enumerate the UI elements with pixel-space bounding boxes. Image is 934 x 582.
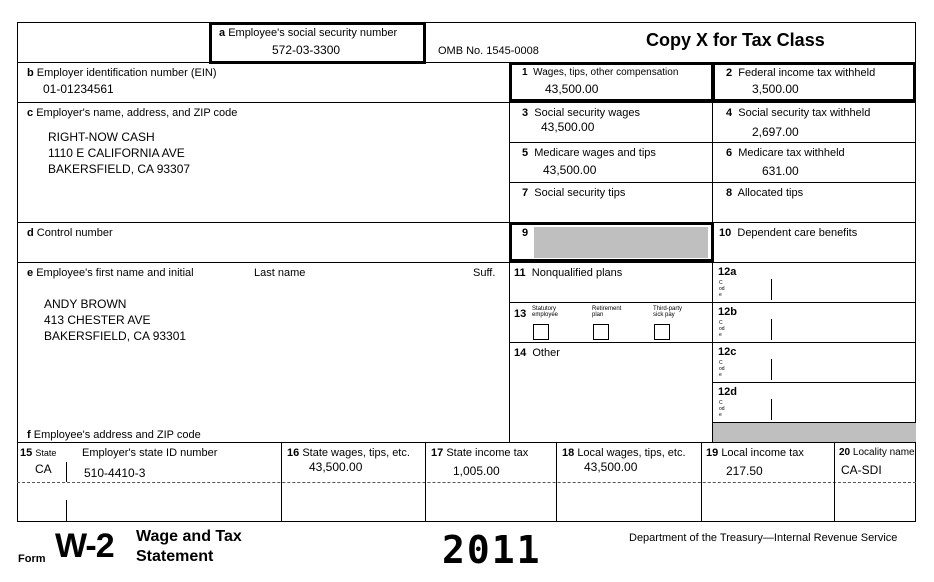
box-18-label	[562, 447, 686, 459]
box-6-text: Medicare tax withheld	[738, 147, 845, 159]
box-2-value: 3,500.00	[752, 82, 799, 96]
box-16-num: 16	[287, 447, 300, 459]
employee-line2: 413 CHESTER AVE	[44, 313, 151, 327]
box-16-text: State wages, tips, etc.	[302, 447, 410, 459]
box-1-num: 1	[522, 67, 528, 78]
box-5-num: 5	[522, 147, 529, 159]
box-17-label	[431, 447, 528, 459]
department-text: Department of the Treasury—Internal Revenue Service	[629, 532, 898, 544]
box-20-num: 20	[839, 447, 851, 458]
box-10-num: 10	[719, 227, 732, 239]
box-15-label	[20, 447, 56, 459]
box-6-label	[726, 147, 845, 159]
box-15-state-text: State	[35, 448, 57, 458]
box-c-label	[27, 107, 237, 119]
retirement-label: Retirement plan	[592, 306, 622, 318]
state-div-3	[556, 442, 557, 522]
line-11-13	[509, 302, 916, 303]
box-d-text: Control number	[36, 227, 113, 239]
tax-year: 2011	[442, 528, 542, 572]
box-f-letter: f	[27, 429, 31, 441]
box-12c-num: 12c	[718, 346, 737, 358]
box-10-text: Dependent care benefits	[737, 227, 858, 239]
box-12a-divider	[771, 279, 772, 300]
box-16-value: 43,500.00	[309, 460, 363, 474]
form-prefix: Form	[18, 553, 46, 565]
line-13-14	[509, 342, 916, 343]
box-e-letter: e	[27, 267, 34, 279]
box-19-num: 19	[706, 447, 719, 459]
box-19-text: Local income tax	[721, 447, 804, 459]
box-2-label	[726, 67, 875, 79]
retirement-checkbox[interactable]	[593, 324, 609, 340]
line-1-3	[509, 102, 916, 103]
box-17-num: 17	[431, 447, 444, 459]
copy-label: Copy X for Tax Class	[646, 30, 825, 50]
box-7-text: Social security tips	[534, 187, 626, 199]
box-11-text: Nonqualified plans	[531, 267, 623, 279]
box-3-value: 43,500.00	[541, 120, 595, 134]
box-2-text: Federal income tax withheld	[738, 67, 876, 79]
state-div-1	[281, 442, 282, 522]
box-12b-num: 12b	[718, 306, 737, 318]
box-15-num: 15	[20, 447, 33, 459]
box-18-value: 43,500.00	[584, 460, 638, 474]
box-4-label	[726, 107, 870, 119]
ssn-value: 572-03-3300	[272, 43, 341, 57]
box-12d-code-label: Code	[719, 400, 725, 418]
box-12d-shade	[713, 423, 916, 442]
box-4-value: 2,697.00	[752, 125, 799, 139]
box-7-label	[522, 187, 625, 199]
box-14-label	[514, 347, 560, 359]
box-7-num: 7	[522, 187, 529, 199]
box-1-value: 43,500.00	[545, 82, 599, 96]
box-12b-code-label: Code	[719, 320, 725, 338]
box-c-letter: c	[27, 107, 34, 119]
line-state-top	[17, 442, 916, 443]
line-3-5	[509, 142, 916, 143]
box-6-value: 631.00	[762, 164, 799, 178]
line-c-d	[17, 222, 916, 223]
form-w2: W-2	[55, 527, 114, 565]
employer-line1: RIGHT-NOW CASH	[48, 130, 155, 144]
box-4-num: 4	[726, 107, 733, 119]
omb-number: OMB No. 1545-0008	[438, 45, 539, 57]
box-4-text: Social security tax withheld	[738, 107, 871, 119]
box-1-text: Wages, tips, other compensation	[533, 67, 679, 78]
state-value: CA	[35, 462, 52, 476]
box-f-label	[27, 429, 201, 441]
box-c-text: Employer's name, address, and ZIP code	[36, 107, 238, 119]
line-b-c	[17, 102, 509, 103]
form-title-1: Wage and Tax	[136, 528, 242, 545]
statutory-checkbox[interactable]	[533, 324, 549, 340]
box-20-value: CA-SDI	[841, 463, 882, 477]
box-12c-divider	[771, 359, 772, 380]
employee-line1: ANDY BROWN	[44, 297, 127, 311]
box-a-label	[219, 27, 397, 39]
employer-line2: 1110 E CALIFORNIA AVE	[48, 146, 185, 160]
box-8-num: 8	[726, 187, 733, 199]
box-11-label	[514, 267, 622, 279]
box-13-num: 13	[514, 308, 527, 320]
box-b-text: Employer identification number (EIN)	[36, 67, 217, 79]
box-15-id-label: Employer's state ID number	[82, 447, 218, 459]
line-5-7	[509, 182, 916, 183]
box-5-label	[522, 147, 656, 159]
box-20-text: Locality name	[852, 447, 915, 458]
box-3-label	[522, 107, 640, 119]
box-12d-num: 12d	[718, 386, 737, 398]
employee-line3: BAKERSFIELD, CA 93301	[44, 329, 187, 343]
box-2-num: 2	[726, 67, 733, 79]
thirdparty-label: Third-party sick pay	[653, 306, 683, 318]
state-div-2	[425, 442, 426, 522]
box-18-num: 18	[562, 447, 575, 459]
box-d-letter: d	[27, 227, 34, 239]
box-16-label	[287, 447, 410, 459]
box-5-value: 43,500.00	[543, 163, 597, 177]
employer-line3: BAKERSFIELD, CA 93307	[48, 162, 191, 176]
box-5-text: Medicare wages and tips	[534, 147, 656, 159]
box-12b-divider	[771, 319, 772, 340]
box-17-text: State income tax	[446, 447, 529, 459]
box-b-letter: b	[27, 67, 34, 79]
box-12a-num: 12a	[718, 266, 737, 278]
box-1-label	[522, 67, 678, 78]
box-12a-code-label: Code	[719, 280, 725, 298]
box-e-suffix-label: Suff.	[473, 267, 496, 279]
box-6-num: 6	[726, 147, 733, 159]
box-10-label	[719, 227, 857, 239]
box-e-text: Employee's first name and initial	[36, 267, 194, 279]
state-id-divider-bottom	[66, 500, 67, 522]
state-div-5	[834, 442, 835, 522]
box-d-label	[27, 227, 113, 239]
box-12d-divider	[771, 399, 772, 420]
form-title-2: Statement	[136, 548, 214, 565]
box-14-text: Other	[532, 347, 560, 359]
box-19-value: 217.50	[726, 464, 763, 478]
box-8-label	[726, 187, 803, 199]
box-9-num: 9	[522, 227, 529, 239]
box-e-lastname-label: Last name	[254, 267, 306, 279]
box-e-label	[27, 267, 194, 279]
box-12c-code-label: Code	[719, 360, 725, 378]
box-3-num: 3	[522, 107, 529, 119]
line-state-mid	[17, 482, 916, 483]
box-b-label	[27, 67, 217, 79]
box-a-letter: a	[219, 27, 226, 39]
state-id-divider-top	[66, 462, 67, 482]
line-12c-12d	[712, 382, 916, 383]
thirdparty-checkbox[interactable]	[654, 324, 670, 340]
state-id-value: 510-4410-3	[84, 466, 146, 480]
box-9-shade	[534, 227, 708, 258]
box-17-value: 1,005.00	[453, 464, 500, 478]
box-14-num: 14	[514, 347, 527, 359]
box-3-text: Social security wages	[534, 107, 641, 119]
state-div-4	[701, 442, 702, 522]
box-19-label	[706, 447, 804, 459]
statutory-label: Statutory employee	[532, 306, 559, 318]
box-20-label	[839, 447, 915, 458]
line-d-e	[17, 262, 916, 263]
box-11-num: 11	[514, 267, 526, 279]
box-a-text: Employee's social security number	[228, 27, 398, 39]
box-18-text: Local wages, tips, etc.	[577, 447, 686, 459]
box-f-text: Employee's address and ZIP code	[33, 429, 201, 441]
box-8-text: Allocated tips	[737, 187, 804, 199]
ein-value: 01-01234561	[43, 82, 114, 96]
